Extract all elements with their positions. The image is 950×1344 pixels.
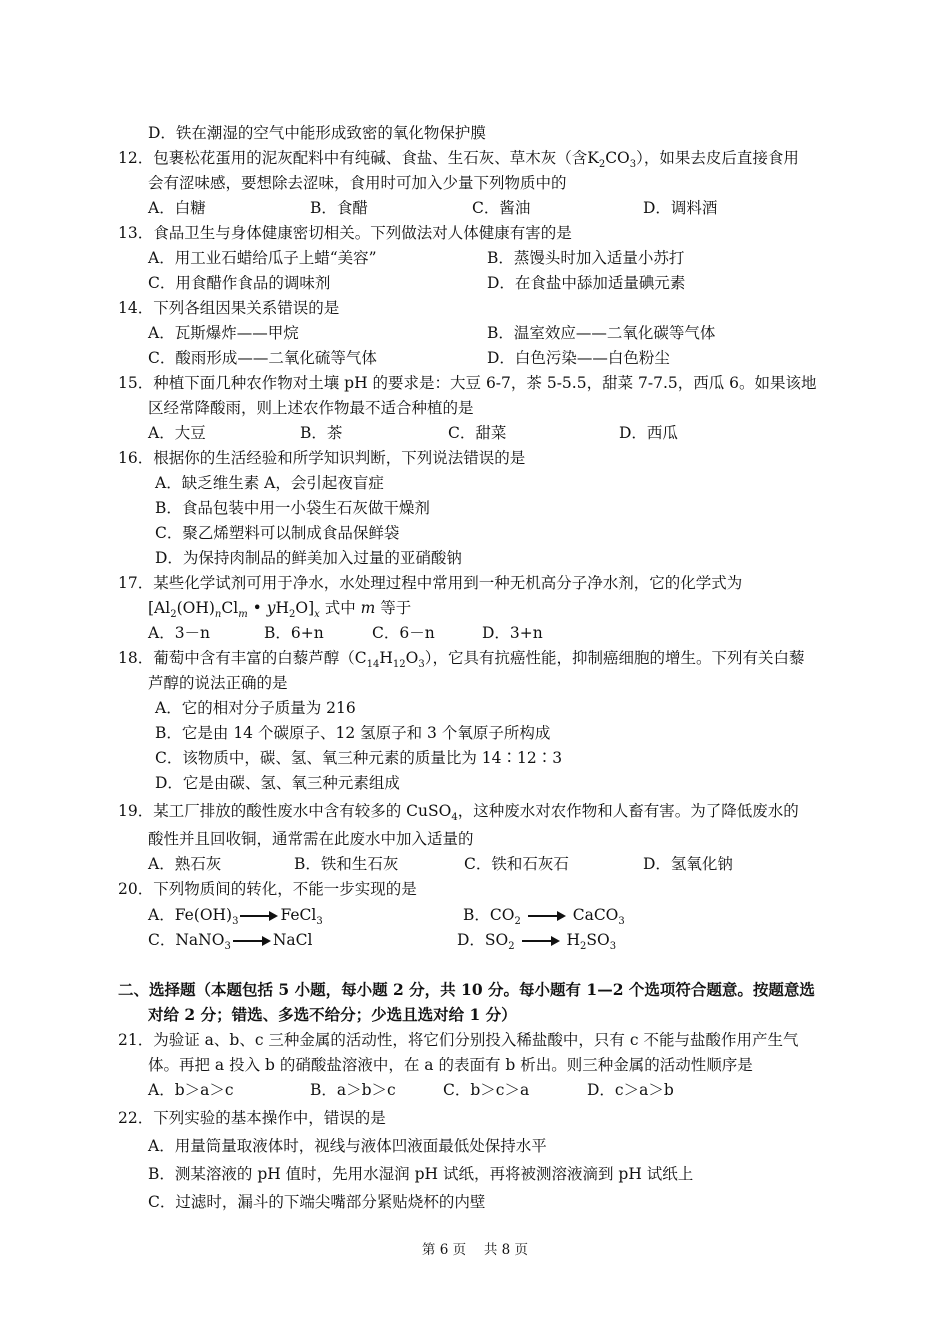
q12-option-a: A．白糖: [148, 199, 206, 217]
q16-stem: 16．根据你的生活经验和所学知识判断，下列说法错误的是: [118, 449, 526, 467]
reaction-arrow-icon: [240, 911, 278, 921]
q15-stem-line2: 区经常降酸雨，则上述农作物最不适合种植的是: [148, 399, 474, 417]
q16-option-c: C．聚乙烯塑料可以制成食品保鲜袋: [155, 524, 400, 542]
q18-option-c: C．该物质中，碳、氢、氧三种元素的质量比为 14∶12∶3: [155, 749, 563, 767]
q22-option-b: B．测某溶液的 pH 值时，先用水湿润 pH 试纸，再将被测溶液滴到 pH 试纸上: [148, 1165, 694, 1183]
q16-option-a: A．缺乏维生素 A，会引起夜盲症: [155, 474, 384, 492]
q21-option-a: A．b＞a＞c: [148, 1081, 234, 1099]
q13-option-d: D．在食盐中舔加适量碘元素: [487, 274, 686, 292]
q21-option-b: B．a＞b＞c: [310, 1081, 396, 1099]
q18-stem-line1: 18．葡萄中含有丰富的白藜芦醇$(C_{14}H_{12}O_3)$，它具有抗癌性能，抑制癌细胞的增生。下列有关白藜: [118, 649, 805, 671]
q12-option-c: C．酱油: [472, 199, 531, 217]
q12-stem-line1: 12．包裹松花蛋用的泥灰配料中有纯碱、食盐、生石灰、草木灰（含$K_2CO_3$），如果去皮后直接食用: [118, 149, 799, 171]
section-2-heading-line1: 二、选择题（本题包括 5 小题，每小题 2 分，共 10 分。每小题有 1—2 个选项符合题意。按题意选: [118, 980, 815, 999]
q14-option-c: C．酸雨形成——二氧化硫等气体: [148, 349, 377, 367]
reaction-arrow-icon: [528, 911, 566, 921]
q14-stem: 14．下列各组因果关系错误的是: [118, 299, 340, 317]
q19-option-a: A．熟石灰: [148, 855, 222, 873]
q21-stem-line2: 体。再把 a 投入 b 的硝酸盐溶液中，在 a 的表面有 b 析出。则三种金属的活动性顺序是: [148, 1056, 753, 1074]
q14-option-a: A．瓦斯爆炸——甲烷: [148, 324, 299, 342]
reaction-arrow-icon: [233, 936, 271, 946]
q11-option-d: D．铁在潮湿的空气中能形成致密的氧化物保护膜: [148, 124, 486, 142]
q14-option-b: B．温室效应——二氧化碳等气体: [487, 324, 716, 342]
q21-option-d: D．c＞a＞b: [587, 1081, 674, 1099]
q12-option-b: B．食醋: [310, 199, 368, 217]
q15-stem-line1: 15．种植下面几种农作物对土壤 pH 的要求是：大豆 6-7，茶 5-5.5，甜菜 7-7.5，西瓜 6。如果该地: [118, 374, 817, 392]
q21-stem-line1: 21．为验证 a、b、c 三种金属的活动性，将它们分别投入稀盐酸中，只有 c 不能与盐酸作用产生气: [118, 1031, 799, 1049]
q13-option-c: C．用食醋作食品的调味剂: [148, 274, 331, 292]
q16-option-b: B．食品包装中用一小袋生石灰做干燥剂: [155, 499, 430, 517]
q15-option-d: D．西瓜: [619, 424, 678, 442]
q13-stem: 13．食品卫生与身体健康密切相关。下列做法对人体健康有害的是: [118, 224, 572, 242]
q17-option-c: C．6－n: [372, 624, 435, 642]
q14-option-d: D．白色污染——白色粉尘: [487, 349, 670, 367]
q17-stem: 17．某些化学试剂可用于净水，水处理过程中常用到一种无机高分子净水剂，它的化学式为: [118, 574, 743, 592]
q20-option-a: A．$Fe(OH)_3$ FeCl$_3$: [148, 906, 323, 928]
q22-option-c: C．过滤时，漏斗的下端尖嘴部分紧贴烧杯的内壁: [148, 1193, 486, 1211]
q17-option-a: A．3－n: [148, 624, 211, 642]
section-2-heading-line2: 对给 2 分；错选、多选不给分；少选且选对给 1 分）: [148, 1005, 517, 1024]
q13-option-b: B．蒸馒头时加入适量小苏打: [487, 249, 685, 267]
q20-option-b: B．$CO_2$ CaCO$_3$: [463, 906, 625, 928]
q13-option-a: A．用工业石蜡给瓜子上蜡“美容”: [148, 249, 377, 267]
q19-option-c: C．铁和石灰石: [464, 855, 569, 873]
q22-stem: 22．下列实验的基本操作中，错误的是: [118, 1109, 386, 1127]
q17-formula: [$Al_2(OH)_nCl_m$ • $yH_2O]_x$ 式中 m 等于: [148, 599, 412, 621]
page-number-footer: 第 6 页 共 8 页: [421, 1242, 529, 1258]
q12-stem-line2: 会有涩味感，要想除去涩味，食用时可加入少量下列物质中的: [148, 174, 567, 192]
q18-stem-line2: 芦醇的说法正确的是: [148, 674, 288, 692]
q18-option-a: A．它的相对分子质量为 216: [155, 699, 356, 717]
q22-option-a: A．用量筒量取液体时，视线与液体凹液面最低处保持水平: [148, 1137, 547, 1155]
q19-stem-line1: 19．某工厂排放的酸性废水中含有较多的 CuSO$_4$，这种废水对农作物和人畜有害。为了降低废水的: [118, 802, 799, 824]
q20-option-c: C．NaNO$_3$ NaCl: [148, 931, 313, 953]
q20-option-d: D．$SO_2$ $H_2SO_3$: [457, 931, 617, 953]
q15-option-b: B．茶: [300, 424, 343, 442]
q19-option-d: D．氢氧化钠: [643, 855, 733, 873]
q20-stem: 20．下列物质间的转化，不能一步实现的是: [118, 880, 417, 898]
q21-option-c: C．b＞c＞a: [443, 1081, 530, 1099]
q18-option-d: D．它是由碳、氢、氧三种元素组成: [155, 774, 400, 792]
q15-option-a: A．大豆: [148, 424, 206, 442]
q15-option-c: C．甜菜: [448, 424, 507, 442]
q17-option-b: B．6+n: [264, 624, 324, 642]
q17-option-d: D．3+n: [482, 624, 543, 642]
q19-stem-line2: 酸性并且回收铜，通常需在此废水中加入适量的: [148, 830, 474, 848]
q16-option-d: D．为保持肉制品的鲜美加入过量的亚硝酸钠: [155, 549, 462, 567]
q19-option-b: B．铁和生石灰: [294, 855, 399, 873]
reaction-arrow-icon: [522, 936, 560, 946]
q12-option-d: D．调料酒: [643, 199, 718, 217]
q18-option-b: B．它是由 14 个碳原子、12 氢原子和 3 个氧原子所构成: [155, 724, 551, 742]
